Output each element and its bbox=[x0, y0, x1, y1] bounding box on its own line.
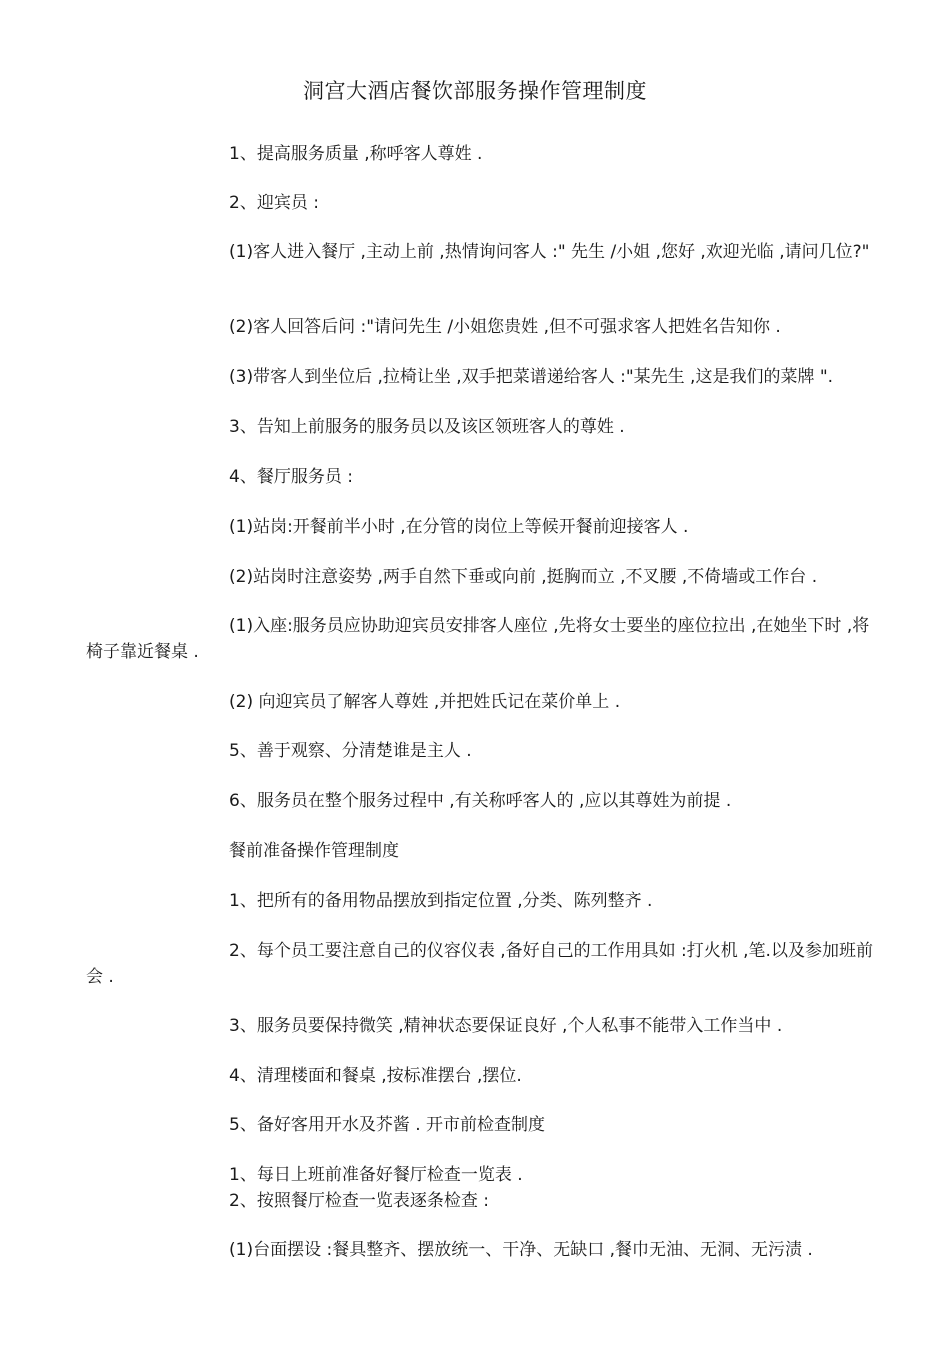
paragraph: 3、服务员要保持微笑 ,精神状态要保证良好 ,个人私事不能带入工作当中 . bbox=[229, 1016, 783, 1036]
paragraph: (2)站岗时注意姿势 ,两手自然下垂或向前 ,挺胸而立 ,不叉腰 ,不倚墙或工作台 . bbox=[229, 567, 818, 587]
paragraph: (2) 向迎宾员了解客人尊姓 ,并把姓氏记在菜价单上 . bbox=[229, 692, 621, 712]
paragraph: 2、按照餐厅检查一览表逐条检查 : bbox=[229, 1191, 489, 1211]
paragraph: 6、服务员在整个服务过程中 ,有关称呼客人的 ,应以其尊姓为前提 . bbox=[229, 791, 732, 811]
paragraph: (1)台面摆设 :餐具整齐、摆放统一、干净、无缺口 ,餐巾无油、无洞、无污渍 . bbox=[229, 1240, 813, 1260]
paragraph: 3、告知上前服务的服务员以及该区领班客人的尊姓 . bbox=[229, 417, 625, 437]
paragraph: (1)站岗:开餐前半小时 ,在分管的岗位上等候开餐前迎接客人 . bbox=[229, 517, 689, 537]
paragraph: 2、每个员工要注意自己的仪容仪表 ,备好自己的工作用具如 :打火机 ,笔.以及参加班前会 . bbox=[86, 941, 873, 987]
paragraph: 1、提高服务质量 ,称呼客人尊姓 . bbox=[229, 144, 483, 164]
paragraph: 5、善于观察、分清楚谁是主人 . bbox=[229, 741, 472, 761]
paragraph: 2、迎宾员 : bbox=[229, 193, 319, 213]
document-title: 洞宫大酒店餐饮部服务操作管理制度 bbox=[303, 79, 647, 103]
paragraph: 4、清理楼面和餐桌 ,按标准摆台 ,摆位. bbox=[229, 1066, 522, 1086]
paragraph: (3)带客人到坐位后 ,拉椅让坐 ,双手把菜谱递给客人 :"某先生 ,这是我们的菜牌 ". bbox=[229, 367, 834, 387]
paragraph: (1)入座:服务员应协助迎宾员安排客人座位 ,先将女士要坐的座位拉出 ,在她坐下时 ,将椅子靠近餐桌 . bbox=[86, 616, 870, 662]
paragraph: (2)客人回答后问 :"请问先生 /小姐您贵姓 ,但不可强求客人把姓名告知你 . bbox=[229, 317, 781, 337]
paragraph: (1)客人进入餐厅 ,主动上前 ,热情询问客人 :" 先生 /小姐 ,您好 ,欢迎光临 ,请问几位?" bbox=[229, 242, 870, 262]
paragraph: 1、把所有的备用物品摆放到指定位置 ,分类、陈列整齐 . bbox=[229, 891, 653, 911]
paragraph: 4、餐厅服务员 : bbox=[229, 467, 353, 487]
paragraph: 1、每日上班前准备好餐厅检查一览表 . bbox=[229, 1165, 523, 1185]
paragraph: 5、备好客用开水及芥酱 . 开市前检查制度 bbox=[229, 1115, 546, 1135]
section-heading: 餐前准备操作管理制度 bbox=[229, 841, 399, 861]
